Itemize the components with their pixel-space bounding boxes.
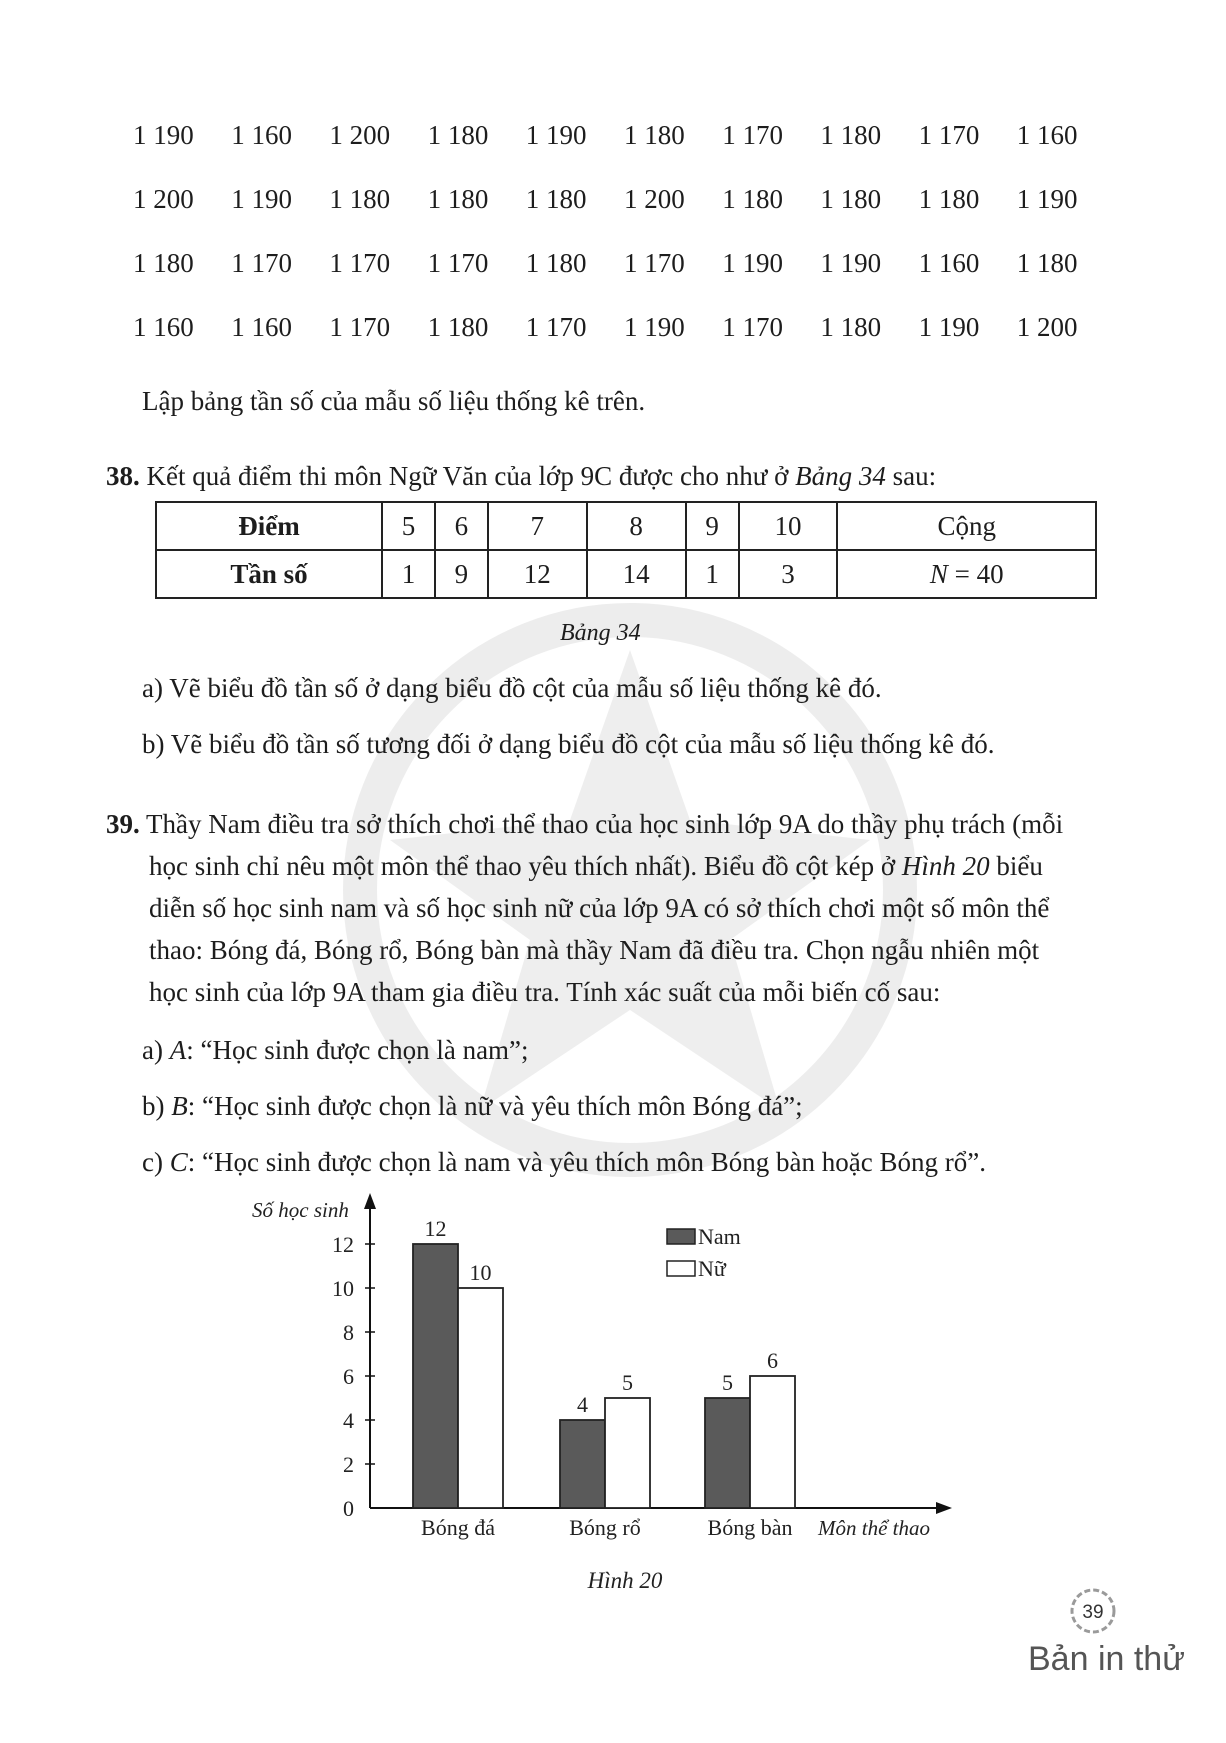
data-value: 1 160 (231, 120, 292, 150)
data-value: 1 180 (133, 248, 194, 278)
table-freq-label: Tần số (156, 550, 382, 598)
x-tick-label: Bóng bàn (707, 1515, 793, 1540)
y-tick-label: 0 (343, 1496, 354, 1521)
table-row (156, 502, 1096, 550)
table-cell: 10 (739, 502, 838, 550)
table-cell: 5 (382, 502, 435, 550)
data-value: 1 190 (525, 120, 587, 150)
bar-chart (240, 1185, 980, 1605)
bar-nam-2 (705, 1398, 750, 1508)
table-header-label: Điểm (156, 502, 382, 550)
figure-ref: Hình 20 (901, 851, 990, 881)
table-ref: Bảng 34 (795, 461, 886, 491)
table-cell: 1 (382, 550, 435, 598)
problem-39-line-3: diễn số học sinh nam và số học sinh nữ của lớp 9A có sở thích chơi một số môn thể (149, 893, 1050, 923)
data-value: 1 200 (624, 184, 685, 214)
bar-value-label: 5 (722, 1370, 733, 1395)
x-tick-label: Bóng đá (421, 1515, 495, 1540)
data-value: 1 170 (329, 248, 391, 278)
bar-nam-1 (560, 1420, 605, 1508)
bar-value-label: 12 (424, 1216, 447, 1241)
table-cell: Cộng (837, 502, 1096, 550)
data-value: 1 190 (1016, 184, 1078, 214)
data-value: 1 170 (329, 312, 391, 342)
bar-value-label: 10 (469, 1260, 492, 1285)
x-tick-label: Bóng rổ (569, 1515, 641, 1540)
data-value: 1 170 (427, 248, 489, 278)
table-caption: Bảng 34 (560, 620, 641, 646)
bar-value-label: 6 (767, 1348, 778, 1373)
y-tick-label: 8 (343, 1320, 354, 1345)
legend-swatch (667, 1229, 695, 1244)
page-number: 39 (1082, 1602, 1104, 1623)
data-value: 1 180 (1016, 248, 1078, 278)
data-value: 1 190 (624, 312, 685, 342)
table-cell: 3 (739, 550, 838, 598)
problem-38-statement: 38. Kết quả điểm thi môn Ngữ Văn của lớp 9C được cho như ở Bảng 34 sau: (106, 461, 937, 491)
table-cell: 7 (488, 502, 587, 550)
x-axis-label: Môn thể thao (818, 1516, 930, 1540)
frequency-table (155, 501, 1097, 599)
y-tick-label: 10 (332, 1276, 354, 1301)
data-value: 1 180 (722, 184, 783, 214)
table-total-cell: N = 40 (837, 550, 1096, 598)
data-value: 1 200 (133, 184, 194, 214)
data-value: 1 180 (427, 120, 489, 150)
data-value: 1 180 (427, 184, 489, 214)
data-value: 1 180 (329, 184, 391, 214)
problem-39-part-a: a) A: “Học sinh được chọn là nam”; (142, 1035, 529, 1065)
chart-caption: Hình 20 (587, 1568, 663, 1593)
data-value: 1 170 (624, 248, 685, 278)
draft-label: Bản in thử (1028, 1640, 1185, 1678)
problem-38-part-a: a) Vẽ biểu đồ tần số ở dạng biểu đồ cột của mẫu số liệu thống kê đó. (142, 673, 882, 703)
legend-swatch (667, 1261, 695, 1276)
data-value: 1 160 (918, 248, 980, 278)
data-value: 1 190 (722, 248, 783, 278)
data-value: 1 180 (525, 248, 587, 278)
table-cell: 14 (587, 550, 686, 598)
table-cell: 1 (686, 550, 739, 598)
data-value: 1 180 (820, 184, 882, 214)
table-cell: 9 (435, 550, 488, 598)
bar-value-label: 4 (577, 1392, 588, 1417)
y-tick-label: 6 (343, 1364, 354, 1389)
instruction-37: Lập bảng tần số của mẫu số liệu thống kê trên. (142, 386, 646, 416)
data-value: 1 190 (820, 248, 882, 278)
data-value: 1 180 (918, 184, 980, 214)
y-tick-label: 2 (343, 1452, 354, 1477)
data-value: 1 180 (820, 312, 882, 342)
table-cell: 6 (435, 502, 488, 550)
data-value: 1 170 (525, 312, 587, 342)
bar-nữ-0 (458, 1288, 503, 1508)
problem-38-part-b: b) Vẽ biểu đồ tần số tương đối ở dạng biểu đồ cột của mẫu số liệu thống kê đó. (142, 729, 995, 759)
data-value: 1 190 (918, 312, 980, 342)
legend-label: Nữ (698, 1256, 726, 1281)
bar-nữ-1 (605, 1398, 650, 1508)
data-value: 1 170 (722, 120, 783, 150)
data-value: 1 170 (918, 120, 980, 150)
data-value: 1 160 (133, 312, 194, 342)
legend-label: Nam (698, 1224, 741, 1249)
data-value: 1 170 (231, 248, 292, 278)
data-value: 1 180 (525, 184, 587, 214)
data-value: 1 160 (1016, 120, 1078, 150)
problem-39-line-2: học sinh chỉ nêu một môn thể thao yêu thích nhất). Biểu đồ cột kép ở Hình 20 biểu (149, 851, 1043, 881)
table-cell: 8 (587, 502, 686, 550)
page-number-badge (1068, 1586, 1118, 1636)
problem-39-line-4: thao: Bóng đá, Bóng rổ, Bóng bàn mà thầy Nam đã điều tra. Chọn ngẫu nhiên một (149, 935, 1040, 965)
problem-39-part-c: c) C: “Học sinh được chọn là nam và yêu thích môn Bóng bàn hoặc Bóng rổ”. (142, 1147, 986, 1177)
problem-39-part-b: b) B: “Học sinh được chọn là nữ và yêu thích môn Bóng đá”; (142, 1091, 803, 1121)
problem-number: 38. (106, 461, 140, 491)
bar-nam-0 (413, 1244, 458, 1508)
data-value: 1 190 (133, 120, 194, 150)
table-row (156, 550, 1096, 598)
data-value: 1 160 (231, 312, 292, 342)
problem-39-line-1: 39. Thầy Nam điều tra sở thích chơi thể thao của học sinh lớp 9A do thầy phụ trách (mỗi (106, 809, 1064, 839)
y-tick-label: 4 (343, 1408, 354, 1433)
y-tick-label: 12 (332, 1232, 354, 1257)
x-axis-arrow (936, 1502, 952, 1514)
data-value: 1 180 (820, 120, 882, 150)
data-value: 1 180 (427, 312, 489, 342)
table-cell: 9 (686, 502, 739, 550)
y-axis-label: Số học sinh (252, 1198, 349, 1222)
y-axis-arrow (364, 1193, 376, 1209)
problem-number: 39. (106, 809, 140, 839)
data-value: 1 170 (722, 312, 783, 342)
bar-value-label: 5 (622, 1370, 633, 1395)
problem-39-line-5: học sinh của lớp 9A tham gia điều tra. Tính xác suất của mỗi biến cố sau: (149, 977, 941, 1007)
data-value: 1 200 (329, 120, 391, 150)
data-value: 1 180 (624, 120, 685, 150)
data-value: 1 200 (1016, 312, 1078, 342)
table-cell: 12 (488, 550, 587, 598)
data-value: 1 190 (231, 184, 292, 214)
bar-nữ-2 (750, 1376, 795, 1508)
